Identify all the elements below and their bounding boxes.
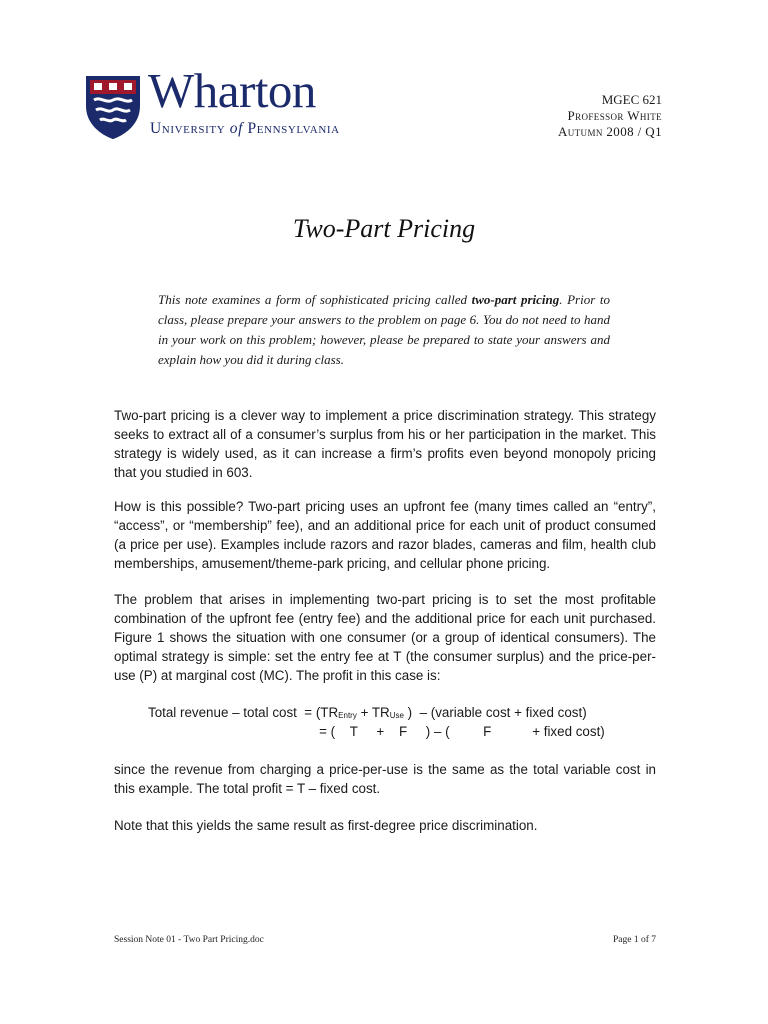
logo-sub-university: University	[150, 120, 226, 137]
intro-note	[158, 290, 610, 370]
university-subtitle	[150, 120, 340, 138]
paragraph-4: since the revenue from charging a price-per-use is the same as the total variable cost in this example. The total profit = T – fixed cost.	[114, 762, 656, 796]
professor-name: Professor White	[567, 108, 662, 123]
eq-part-b: + TR	[356, 705, 390, 720]
course-info	[558, 92, 662, 140]
eq-part-c: ) – (variable cost + fixed cost)	[403, 705, 587, 720]
logo-sub-pennsylvania: Pennsylvania	[247, 120, 340, 137]
eq-part-a: Total revenue – total cost = (TR	[148, 705, 339, 720]
eq-sub-use: Use	[389, 711, 404, 720]
paragraph-2: How is this possible? Two-part pricing uses an upfront fee (many times called an “entry”, “access”, or “membership” fee), and an additional price for each unit of product consumed (a price per use). Examples include razors and razor blades, cameras and film, health club memberships, amusement/theme-park pricing, and cellular phone pricing.	[114, 499, 656, 571]
footer-filename: Session Note 01 - Two Part Pricing.doc	[114, 935, 264, 945]
paragraph-5: Note that this yields the same result as first-degree price discrimination.	[114, 818, 538, 833]
term: Autumn 2008 / Q1	[557, 124, 662, 139]
footer-page-number: Page 1 of 7	[612, 935, 656, 945]
penn-shield-logo	[84, 74, 142, 140]
paragraph-1: Two-part pricing is a clever way to implement a price discrimination strategy. This strategy seeks to extract all of a consumer’s surplus from his or her participation in the market. This strategy is widely used, as it can increase a firm’s profits even beyond monopoly pricing that you studied in 603.	[114, 408, 656, 480]
intro-bold-term: two-part pricing	[471, 292, 560, 307]
intro-text-after: . Prior to class, please prepare your answers to the problem on page 6. You do not need to hand in your work on this problem; however, please be prepared to state your answers and explain how you did it during class.	[158, 292, 610, 367]
wharton-wordmark: Wharton	[148, 63, 316, 118]
document-title: Two-Part Pricing	[292, 214, 476, 243]
paragraph-3: The problem that arises in implementing two-part pricing is to set the most profitable combination of the upfront fee (entry fee) and the additional price for each unit purchased. Figure 1 shows the situation with one consumer (or a group of identical consumers). The optimal strategy is simple: set the entry fee at T (the consumer surplus) and the price-per-use (P) at marginal cost (MC). The profit in this case is:	[114, 592, 656, 683]
eq-sub-entry: Entry	[338, 711, 357, 720]
intro-text-before: This note examines a form of sophisticated pricing called	[158, 292, 472, 307]
profit-equation-line-2: = ( T + F ) – ( F + fixed cost)	[148, 724, 605, 739]
course-code: MGEC 621	[601, 92, 662, 107]
logo-sub-of: of	[229, 120, 243, 137]
